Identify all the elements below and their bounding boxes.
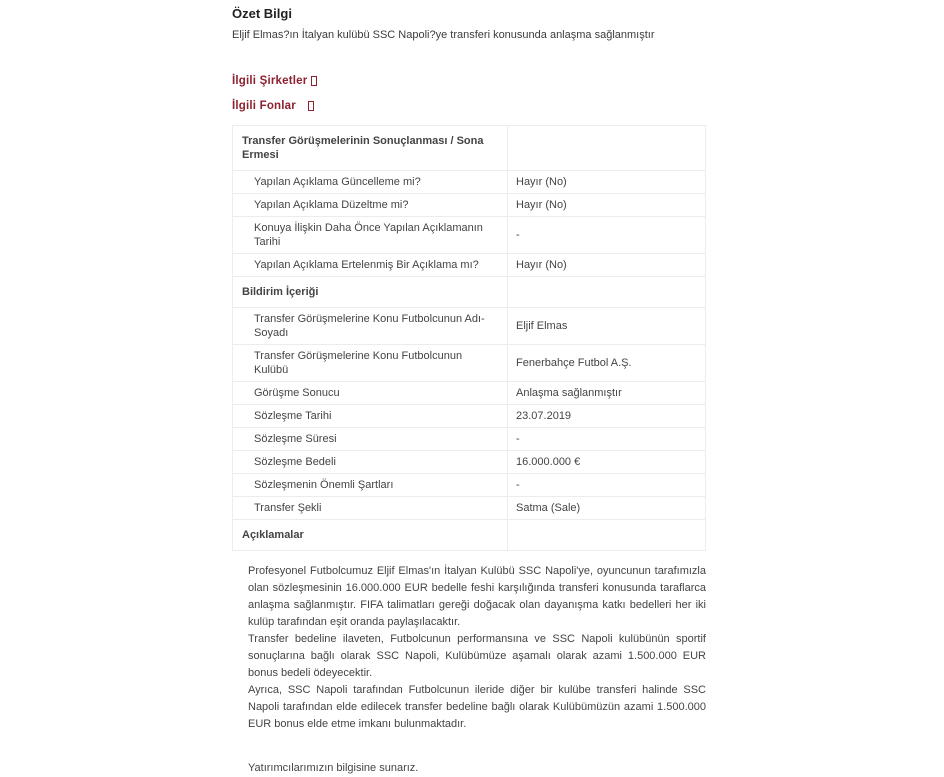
table-row xyxy=(233,345,706,382)
table-section-row xyxy=(233,126,706,171)
table-row xyxy=(233,451,706,474)
related-links xyxy=(232,75,706,112)
row-label: Transfer Görüşmelerine Konu Futbolcunun Adı-Soyadı xyxy=(233,308,508,345)
row-value: Hayır (No) xyxy=(508,194,706,217)
row-value: - xyxy=(508,428,706,451)
row-value: Satma (Sale) xyxy=(508,497,706,520)
row-value: Eljif Elmas xyxy=(508,308,706,345)
table-row xyxy=(233,217,706,254)
table-row xyxy=(233,194,706,217)
row-label: Yapılan Açıklama Ertelenmiş Bir Açıklama mı? xyxy=(233,254,508,277)
table-section-row xyxy=(233,277,706,308)
table-section-header-value xyxy=(508,277,706,308)
row-value: - xyxy=(508,217,706,254)
row-label: Transfer Şekli xyxy=(233,497,508,520)
row-label: Sözleşmenin Önemli Şartları xyxy=(233,474,508,497)
row-value: Anlaşma sağlanmıştır xyxy=(508,382,706,405)
table-section-header: Açıklamalar xyxy=(233,520,508,551)
table-row xyxy=(233,474,706,497)
table-section-row xyxy=(233,520,706,551)
row-value: Fenerbahçe Futbol A.Ş. xyxy=(508,345,706,382)
expand-box-icon[interactable] xyxy=(308,101,314,111)
related-funds-link[interactable]: İlgili Fonlar xyxy=(232,100,296,112)
explanations-paragraphs xyxy=(248,563,706,733)
related-funds-row[interactable] xyxy=(232,100,706,112)
disclosure-table-body xyxy=(233,126,706,551)
row-value: Hayır (No) xyxy=(508,171,706,194)
table-section-header-value xyxy=(508,520,706,551)
related-companies-link[interactable]: İlgili Şirketler xyxy=(232,75,308,87)
disclosure-content xyxy=(232,0,706,777)
table-row xyxy=(233,382,706,405)
closing-note: Yatırımcılarımızın bilgisine sunarız. xyxy=(248,762,419,774)
table-row xyxy=(233,254,706,277)
explanation-paragraph: Transfer bedeline ilaveten, Futbolcunun performansına ve SSC Napoli kulübünün sportif sonuçlarına bağlı olarak SSC Napoli, Kulübümüze aşamalı olarak azami 1.500.000 EUR bonus bedeli ödeyecektir. xyxy=(248,633,706,679)
table-section-header-value xyxy=(508,126,706,171)
table-row xyxy=(233,405,706,428)
row-label: Görüşme Sonucu xyxy=(233,382,508,405)
expand-box-icon[interactable] xyxy=(311,76,317,86)
explanations-section xyxy=(232,563,706,777)
row-label: Konuya İlişkin Daha Önce Yapılan Açıklamanın Tarihi xyxy=(233,217,508,254)
table-section-header: Bildirim İçeriği xyxy=(233,277,508,308)
disclosure-table xyxy=(232,125,706,551)
page-subtitle: Eljif Elmas?ın İtalyan kulübü SSC Napoli?ye transferi konusunda anlaşma sağlanmıştır xyxy=(232,29,655,41)
row-value: - xyxy=(508,474,706,497)
row-label: Yapılan Açıklama Düzeltme mi? xyxy=(233,194,508,217)
explanation-paragraph: Ayrıca, SSC Napoli tarafından Futbolcunun ileride diğer bir kulübe transferi halinde SSC Napoli tarafından elde edilecek transfer bedeline bağlı olarak Kulübümüzün azami 1.500.000 EUR bonus elde etme imkanı bulunmaktadır. xyxy=(248,684,706,730)
page-title: Özet Bilgi xyxy=(232,6,292,21)
row-label: Sözleşme Süresi xyxy=(233,428,508,451)
row-label: Sözleşme Tarihi xyxy=(233,405,508,428)
row-value: 16.000.000 € xyxy=(508,451,706,474)
related-companies-row[interactable] xyxy=(232,75,706,87)
row-label: Transfer Görüşmelerine Konu Futbolcunun Kulübü xyxy=(233,345,508,382)
row-label: Sözleşme Bedeli xyxy=(233,451,508,474)
row-value: Hayır (No) xyxy=(508,254,706,277)
table-row xyxy=(233,308,706,345)
explanation-paragraph: Profesyonel Futbolcumuz Eljif Elmas'ın İtalyan Kulübü SSC Napoli'ye, oyuncunun tarafımızla olan sözleşmesinin 16.000.000 EUR bedelle feshi karşılığında transferi konusunda taraflarca anlaşma sağlanmıştır. FIFA talimatları gereği doğacak olan dayanışma katkı bedelleri her iki kulüp tarafından eşit oranda paylaşılacaktır. xyxy=(248,565,706,628)
row-value: 23.07.2019 xyxy=(508,405,706,428)
row-label: Yapılan Açıklama Güncelleme mi? xyxy=(233,171,508,194)
table-section-header: Transfer Görüşmelerinin Sonuçlanması / Sona Ermesi xyxy=(233,126,508,171)
table-row xyxy=(233,497,706,520)
table-row xyxy=(233,428,706,451)
table-row xyxy=(233,171,706,194)
